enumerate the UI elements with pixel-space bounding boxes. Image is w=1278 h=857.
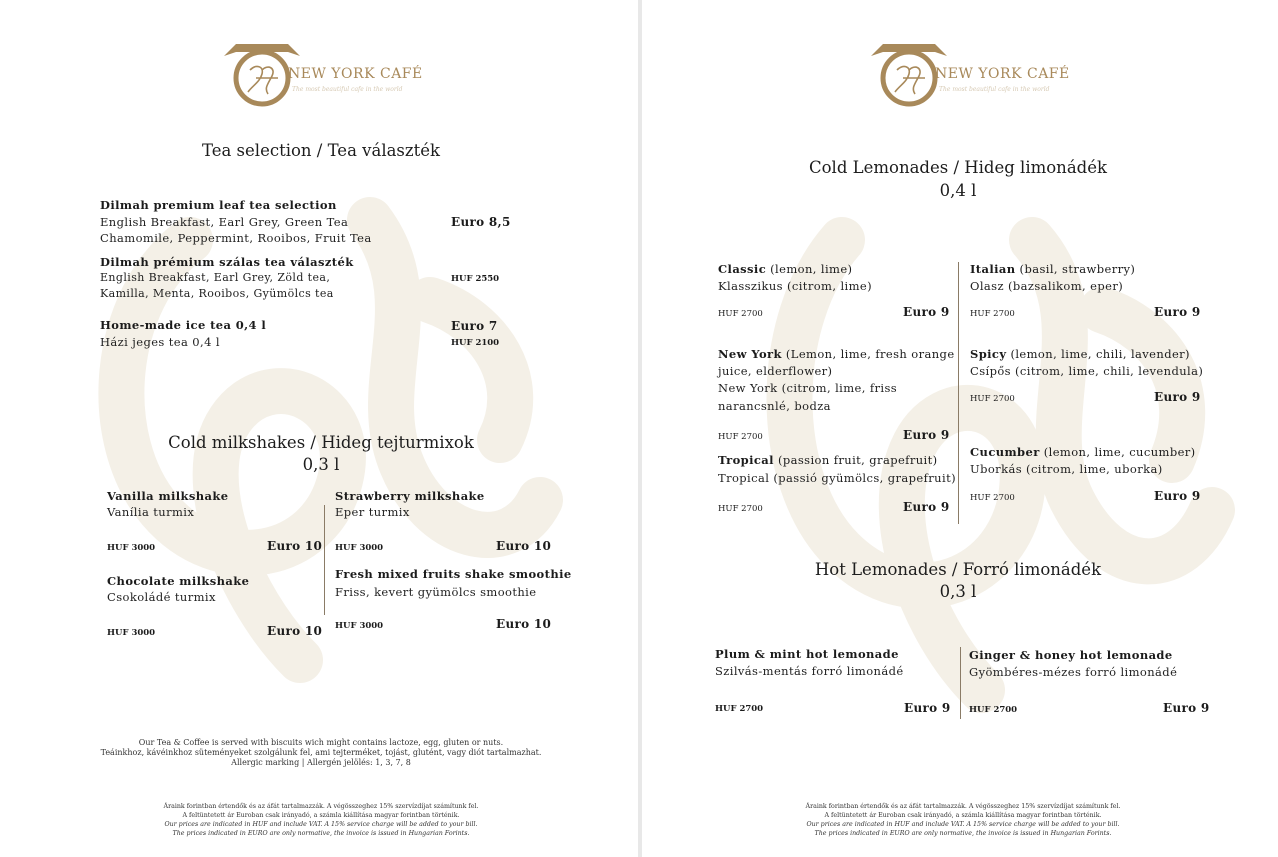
logo-tagline: The most beautiful cafe in the world <box>939 86 1050 93</box>
tea-item-desc: Kamilla, Menta, Rooibos, Gyümölcs tea <box>100 287 334 300</box>
milkshake-item-name: Chocolate milkshake <box>107 574 250 588</box>
footnote-line: Teáinkhoz, kávéinkhoz süteményeket szolgálunk fel, ami tejterméket, tojást, glutént, vagy diót tartalmazhat. <box>100 748 542 757</box>
price-huf: HUF 2700 <box>718 432 763 442</box>
price-euro: Euro 8,5 <box>451 215 511 229</box>
hot-lemonade-title: Hot Lemonades / Forró limonádék <box>814 560 1102 579</box>
price-huf: HUF 3000 <box>335 543 384 553</box>
tea-section-title: Tea selection / Tea választék <box>201 141 440 160</box>
column-divider <box>958 262 959 524</box>
legal-line: The prices indicated in EURO are only normative, the invoice is issued in Hungarian Forints. <box>172 830 470 837</box>
milkshake-item-name: Strawberry milkshake <box>335 489 485 503</box>
milkshake-item-name: Fresh mixed fruits shake smoothie <box>335 567 572 581</box>
column-divider <box>324 505 325 615</box>
lemonade-item-name <box>970 445 1196 459</box>
price-euro: Euro 10 <box>496 617 552 631</box>
logo-since-label: SINCE 1894 <box>889 37 931 44</box>
logo-name: NEW YORK CAFÉ <box>288 66 423 82</box>
menu-page-right <box>642 0 1278 857</box>
lemonade-item-desc: Uborkás (citrom, lime, uborka) <box>970 462 1163 476</box>
lemonade-ingredients: (lemon, lime, cucumber) <box>1039 445 1196 459</box>
lemonade-item-name <box>718 347 955 361</box>
legal-notice <box>0 802 638 838</box>
price-huf: HUF 3000 <box>335 621 384 631</box>
milkshake-item-desc: Friss, kevert gyümölcs smoothie <box>335 585 537 599</box>
lemonade-item-desc: Tropical (passió gyümölcs, grapefruit) <box>718 471 956 485</box>
lemonade-ingredients: (lemon, lime) <box>766 262 853 276</box>
milkshake-section-title: Cold milkshakes / Hideg tejturmixok <box>168 433 474 452</box>
hot-lemonade-item-desc: Szilvás-mentás forró limonádé <box>715 664 904 678</box>
price-euro: Euro 10 <box>267 624 323 638</box>
lemonade-ingredients: (lemon, lime, chili, lavender) <box>1006 347 1190 361</box>
price-huf: HUF 2700 <box>718 309 763 319</box>
lemonade-name: Italian <box>970 262 1016 276</box>
price-huf: HUF 3000 <box>107 543 156 553</box>
price-euro: Euro 10 <box>267 539 323 553</box>
lemonade-item-name <box>718 453 938 467</box>
lemonade-item-desc: New York (citrom, lime, friss <box>718 381 898 395</box>
allergen-footnote <box>0 738 638 768</box>
legal-line: The prices indicated in EURO are only normative, the invoice is issued in Hungarian Forints. <box>814 830 1112 837</box>
price-huf: HUF 2700 <box>970 309 1015 319</box>
milkshake-item-name: Vanilla milkshake <box>107 489 229 503</box>
price-euro: Euro 9 <box>904 701 951 715</box>
milkshake-item-desc: Csokoládé turmix <box>107 590 216 604</box>
logo-tagline: The most beautiful cafe in the world <box>292 86 403 93</box>
cold-lemonade-volume: 0,4 l <box>939 181 977 200</box>
footnote-line: Our Tea & Coffee is served with biscuits wich might contains lactoze, egg, gluten or nuts. <box>138 738 504 747</box>
lemonade-item-desc: narancsnlé, bodza <box>718 399 831 413</box>
lemonade-ingredients: (passion fruit, grapefruit) <box>773 453 938 467</box>
price-euro: Euro 9 <box>1154 489 1201 503</box>
hot-lemonade-item-name: Ginger & honey hot lemonade <box>969 648 1173 662</box>
legal-line: Our prices are indicated in HUF and include VAT. A 15% service charge will be added to your bill. <box>806 821 1120 828</box>
logo-since-label: SINCE 1894 <box>242 37 284 44</box>
price-huf: HUF 2550 <box>451 274 500 284</box>
lemonade-item-desc: Csípős (citrom, lime, chili, levendula) <box>970 364 1204 378</box>
lemonade-name: Classic <box>718 262 767 276</box>
price-euro: Euro 9 <box>1154 305 1201 319</box>
price-euro: Euro 9 <box>1154 390 1201 404</box>
price-huf: HUF 2700 <box>970 493 1015 503</box>
milkshake-item-desc: Eper turmix <box>335 505 410 519</box>
price-huf: HUF 2700 <box>969 705 1018 715</box>
tea-item-name: Dilmah premium leaf tea selection <box>100 198 337 212</box>
lemonade-name: New York <box>718 347 782 361</box>
price-huf: HUF 2700 <box>970 394 1015 404</box>
price-euro: Euro 9 <box>1163 701 1210 715</box>
column-divider <box>960 647 961 719</box>
hot-lemonade-item-name: Plum & mint hot lemonade <box>715 647 899 661</box>
lemonade-name: Spicy <box>970 347 1007 361</box>
legal-line: Áraink forintban értendők és az áfát tartalmazzák. A végösszeghez 15% szervízdíjat számítunk fel. <box>805 803 1121 810</box>
price-huf: HUF 2100 <box>451 338 500 348</box>
lemonade-item-desc: Klasszikus (citrom, lime) <box>718 279 873 293</box>
lemonade-ingredients: (basil, strawberry) <box>1015 262 1136 276</box>
price-euro: Euro 9 <box>903 428 950 442</box>
tea-item-name: Dilmah prémium szálas tea választék <box>100 255 354 269</box>
cold-lemonade-title: Cold Lemonades / Hideg limonádék <box>809 158 1107 177</box>
price-euro: Euro 9 <box>903 305 950 319</box>
tea-item-desc: Házi jeges tea 0,4 l <box>100 335 220 349</box>
hot-lemonade-item-desc: Gyömbéres-mézes forró limonádé <box>969 665 1178 679</box>
price-huf: HUF 2700 <box>715 704 764 714</box>
legal-line: A feltüntetett ár Euroban csak irányadó, a számla kiállítása magyar forintban történik. <box>824 812 1102 819</box>
price-euro: Euro 9 <box>903 500 950 514</box>
milkshake-item-desc: Vanília turmix <box>107 505 195 519</box>
hot-lemonade-volume: 0,3 l <box>939 582 977 601</box>
tea-item-desc: English Breakfast, Earl Grey, Zöld tea, <box>100 271 331 284</box>
logo-name: NEW YORK CAFÉ <box>935 66 1070 82</box>
lemonade-ingredients: (Lemon, lime, fresh orange <box>781 347 955 361</box>
logo <box>218 34 423 114</box>
lemonade-ingredients: juice, elderflower) <box>718 364 833 378</box>
menu-page-left <box>0 0 638 857</box>
lemonade-item-name <box>970 262 1135 276</box>
legal-line: Our prices are indicated in HUF and include VAT. A 15% service charge will be added to your bill. <box>164 821 478 828</box>
legal-notice <box>642 802 1278 838</box>
logo <box>865 34 1070 114</box>
legal-line: A feltüntetett ár Euroban csak irányadó, a számla kiállítása magyar forintban történik. <box>182 812 460 819</box>
milkshake-volume: 0,3 l <box>302 455 340 474</box>
lemonade-name: Cucumber <box>970 445 1040 459</box>
price-huf: HUF 2700 <box>718 504 763 514</box>
tea-item-name: Home-made ice tea 0,4 l <box>100 318 267 332</box>
footnote-line: Allergic marking | Allergén jelölés: 1, 3, 7, 8 <box>231 758 411 767</box>
price-euro: Euro 7 <box>451 319 498 333</box>
lemonade-item-name <box>718 262 852 276</box>
tea-item-desc: Chamomile, Peppermint, Rooibos, Fruit Tea <box>100 231 372 245</box>
legal-line: Áraink forintban értendők és az áfát tartalmazzák. A végösszeghez 15% szervízdíjat számítunk fel. <box>163 803 479 810</box>
lemonade-item-name <box>970 347 1190 361</box>
lemonade-name: Tropical <box>718 453 774 467</box>
price-euro: Euro 10 <box>496 539 552 553</box>
price-huf: HUF 3000 <box>107 628 156 638</box>
tea-item-desc: English Breakfast, Earl Grey, Green Tea <box>100 215 349 229</box>
lemonade-item-desc: Olasz (bazsalikom, eper) <box>970 279 1124 293</box>
